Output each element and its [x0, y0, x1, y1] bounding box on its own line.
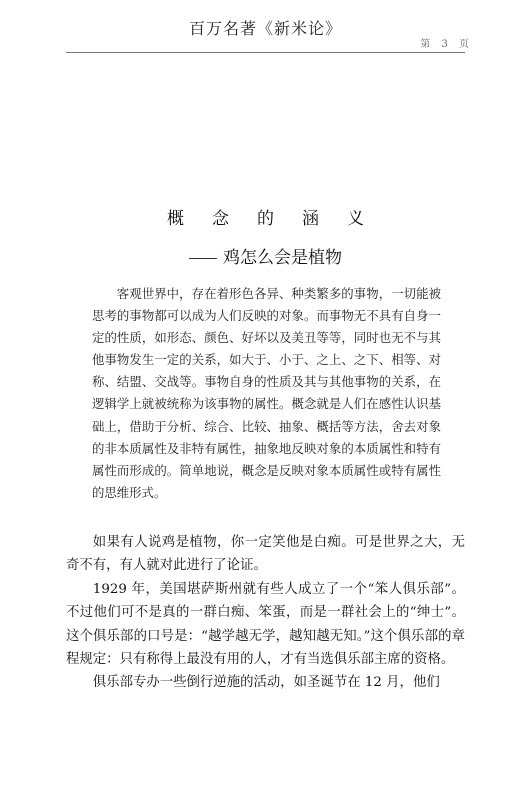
- chapter-subtitle-text: 鸡怎么会是植物: [223, 248, 342, 268]
- running-header-title: 百万名著《新米论》: [188, 19, 342, 38]
- intro-paragraph: 客观世界中，存在着形色各异、种类繁多的事物，一切能被思考的事物都可以成为人们反映的对象。而事物无不具有自身一定的性质，如形态、颜色、好坏以及美丑等等，同时也无不与其他事物发生一定的关系，如大于、小于、之上、之下、相等、对称、结盟、交战等。事物自身的性质及其与其他事物的关系，在逻辑学上就被统称为该事物的属性。概念就是人们在感性认识基础上，借助于分析、综合、比较、抽象、概括等方法，舍去对象的非本质属性及非特有属性，抽象地反映对象的本质属性和特有属性而形成的。简单地说，概念是反映对象本质属性或特有属性的思维形式。: [92, 286, 441, 500]
- subtitle-dash: [189, 258, 217, 259]
- header-divider: [66, 52, 465, 53]
- body-paragraph: 俱乐部专办一些倒行逆施的活动，如圣诞节在 12 月，他们: [92, 675, 440, 691]
- page-number: 第 3 页: [420, 39, 473, 50]
- body-text: [66, 531, 465, 695]
- body-paragraph: 如果有人说鸡是植物，你一定笑他是白痴。可是世界之大，无奇不有，有人就对此进行了论证。: [66, 535, 465, 574]
- chapter-subtitle: [0, 243, 531, 268]
- body-paragraph: 1929 年，美国堪萨斯州就有些人成立了一个“笨人俱乐部”。不过他们可不是真的一群白痴、笨蛋，而是一群社会上的“绅士”。这个俱乐部的口号是：“越学越无学，越知越无知。”这个俱乐部的章程规定：只有称得上最没有用的人，才有当选俱乐部主席的资格。: [66, 581, 465, 668]
- chapter-title: 概念的涵义: [167, 209, 392, 229]
